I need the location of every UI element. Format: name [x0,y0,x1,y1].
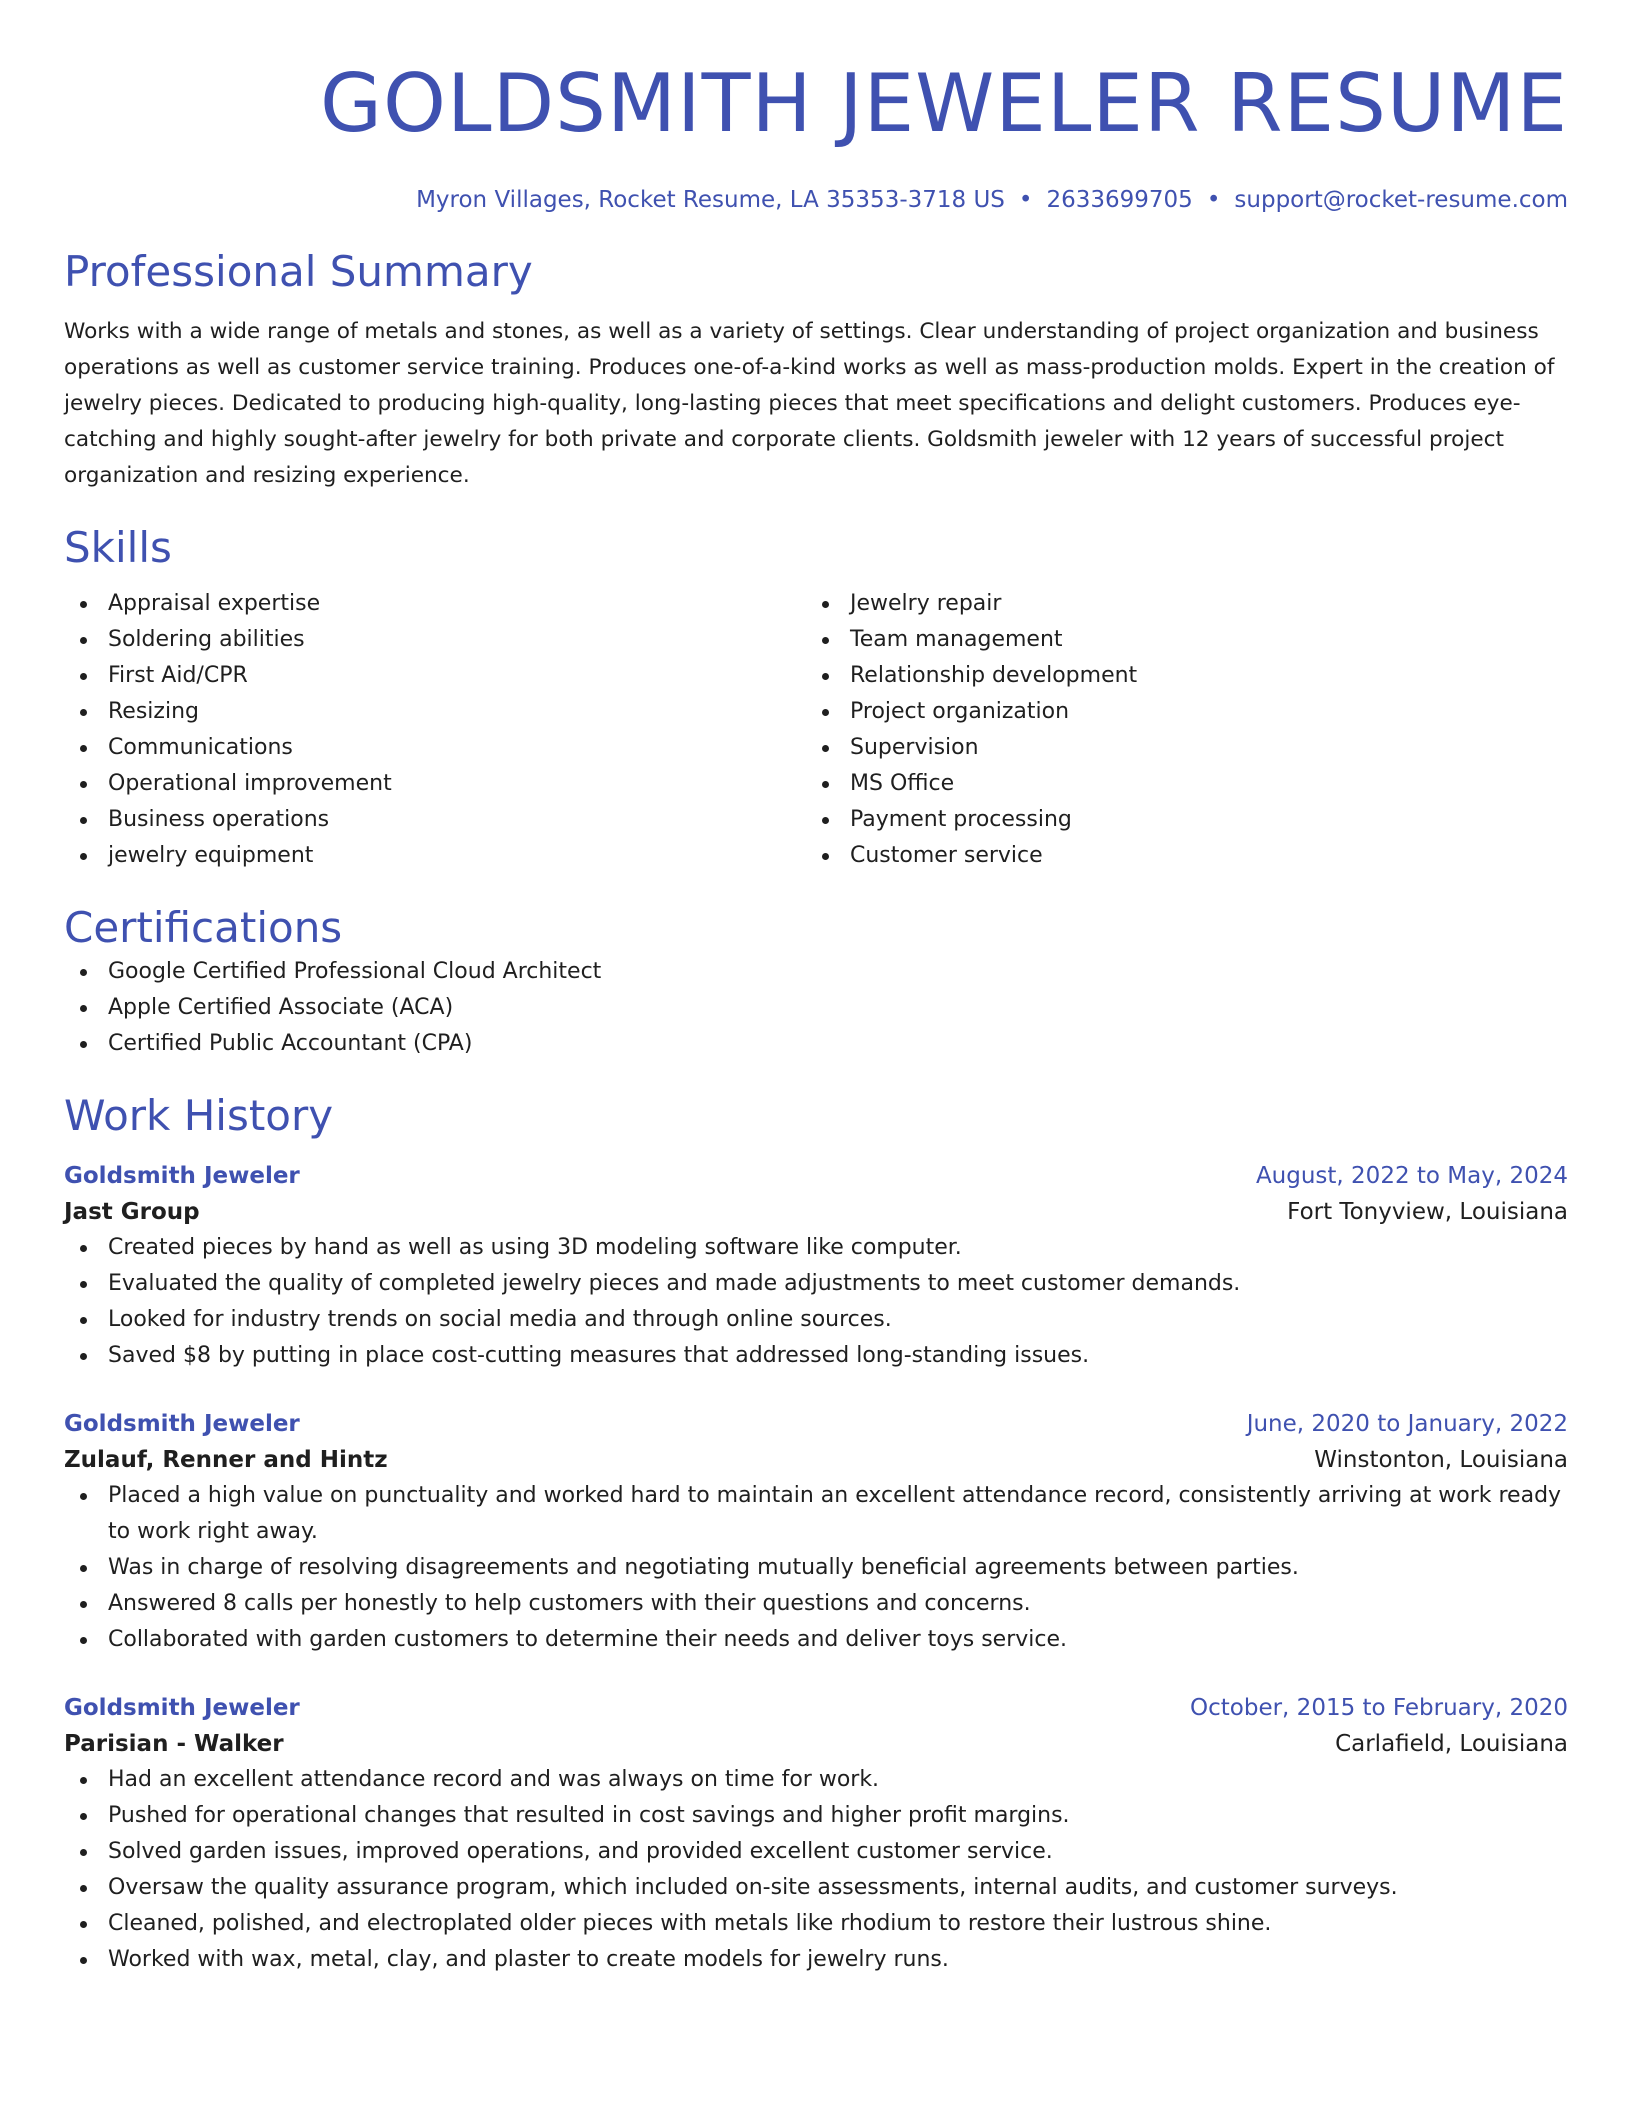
skills-left-column [64,586,806,874]
job-dates: June, 2020 to January, 2022 [1246,1411,1568,1437]
resume-title: GOLDSMITH JEWELER RESUME [320,57,1568,150]
resume-header [64,56,1568,216]
job-bullet: Collaborated with garden customers to determine their needs and deliver toys service. [64,1622,1568,1658]
contact-email[interactable]: support@rocket-resume.com [1234,187,1568,213]
job-bullet: Had an excellent attendance record and was always on time for work. [64,1762,1568,1798]
job-bullets [64,1478,1568,1658]
job-title: Goldsmith Jeweler [64,1163,300,1189]
certification-item: Certified Public Accountant (CPA) [64,1026,1568,1062]
summary-text: Works with a wide range of metals and stones, as well as a variety of settings. Clear understanding of project organization and business operations as well as customer service training. Produces one-of-a-kind works as well as mass-production molds. Expert in the creation of jewelry pieces. Dedicated to producing high-quality, long-lasting pieces that meet specifications and delight customers. Produces eye-catching and highly sought-after jewelry for both private and corporate clients. Goldsmith jeweler with 12 years of successful project organization and resizing experience. [64,319,1555,488]
skill-item: Customer service [806,838,1548,874]
certifications-list [64,954,1568,1062]
job-title-row [64,1158,1568,1194]
contact-separator: • [1018,187,1033,213]
work-history-heading: Work History [64,1091,334,1140]
job-location: Carlafield, Louisiana [1335,1731,1568,1757]
job-entry [64,1158,1568,1374]
job-company: Jast Group [64,1199,200,1225]
job-bullet: Solved garden issues, improved operations, and provided excellent customer service. [64,1834,1568,1870]
job-bullet: Looked for industry trends on social media and through online sources. [64,1302,1568,1338]
skill-item: Soldering abilities [64,622,806,658]
skill-item: Jewelry repair [806,586,1548,622]
job-bullet: Saved $8 by putting in place cost-cutting measures that addressed long-standing issues. [64,1338,1568,1374]
skill-item: Operational improvement [64,766,806,802]
skill-item: First Aid/CPR [64,658,806,694]
skill-item: Supervision [806,730,1548,766]
job-bullet: Cleaned, polished, and electroplated older pieces with metals like rhodium to restore their lustrous shine. [64,1906,1568,1942]
certification-item: Google Certified Professional Cloud Architect [64,954,1568,990]
skills-right-column [806,586,1548,874]
job-title-row [64,1406,1568,1442]
job-company-row [64,1442,1568,1478]
job-bullet: Placed a high value on punctuality and worked hard to maintain an excellent attendance record, consistently arriving at work ready to work right away. [64,1478,1568,1550]
job-bullets [64,1230,1568,1374]
job-bullet: Was in charge of resolving disagreements and negotiating mutually beneficial agreements between parties. [64,1550,1568,1586]
skill-item: Project organization [806,694,1548,730]
job-location: Fort Tonyview, Louisiana [1287,1199,1568,1225]
job-title-row [64,1690,1568,1726]
job-bullet: Worked with wax, metal, clay, and plaster to create models for jewelry runs. [64,1942,1568,1978]
job-bullets [64,1762,1568,1978]
job-company-row [64,1726,1568,1762]
skill-item: Appraisal expertise [64,586,806,622]
job-bullet: Oversaw the quality assurance program, which included on-site assessments, internal audits, and customer surveys. [64,1870,1568,1906]
skill-item: jewelry equipment [64,838,806,874]
skill-item: Business operations [64,802,806,838]
job-title: Goldsmith Jeweler [64,1695,300,1721]
job-dates: August, 2022 to May, 2024 [1255,1163,1568,1189]
certification-item: Apple Certified Associate (ACA) [64,990,1568,1026]
skill-item: Payment processing [806,802,1548,838]
contact-line [64,184,1568,216]
skill-item: MS Office [806,766,1548,802]
skills-heading: Skills [64,523,172,572]
contact-address: Myron Villages, Rocket Resume, LA 35353-3718 US [416,187,1005,213]
job-company-row [64,1194,1568,1230]
job-bullet: Pushed for operational changes that resulted in cost savings and higher profit margins. [64,1798,1568,1834]
contact-separator: • [1206,187,1221,213]
job-title: Goldsmith Jeweler [64,1411,300,1437]
job-bullet: Evaluated the quality of completed jewelry pieces and made adjustments to meet customer demands. [64,1266,1568,1302]
skills-grid [64,586,1568,874]
certifications-heading: Certifications [64,903,343,952]
skill-item: Resizing [64,694,806,730]
job-company: Parisian - Walker [64,1731,284,1757]
skill-item: Team management [806,622,1548,658]
skill-item: Relationship development [806,658,1548,694]
job-dates: October, 2015 to February, 2020 [1190,1695,1568,1721]
job-bullet: Answered 8 calls per honestly to help customers with their questions and concerns. [64,1586,1568,1622]
job-entry [64,1406,1568,1658]
resume-page [64,0,1568,1978]
summary-heading: Professional Summary [64,247,533,296]
job-entry [64,1690,1568,1978]
skill-item: Communications [64,730,806,766]
job-company: Zulauf, Renner and Hintz [64,1447,388,1473]
job-bullet: Created pieces by hand as well as using 3D modeling software like computer. [64,1230,1568,1266]
contact-phone[interactable]: 2633699705 [1046,187,1193,213]
job-location: Winstonton, Louisiana [1314,1447,1568,1473]
